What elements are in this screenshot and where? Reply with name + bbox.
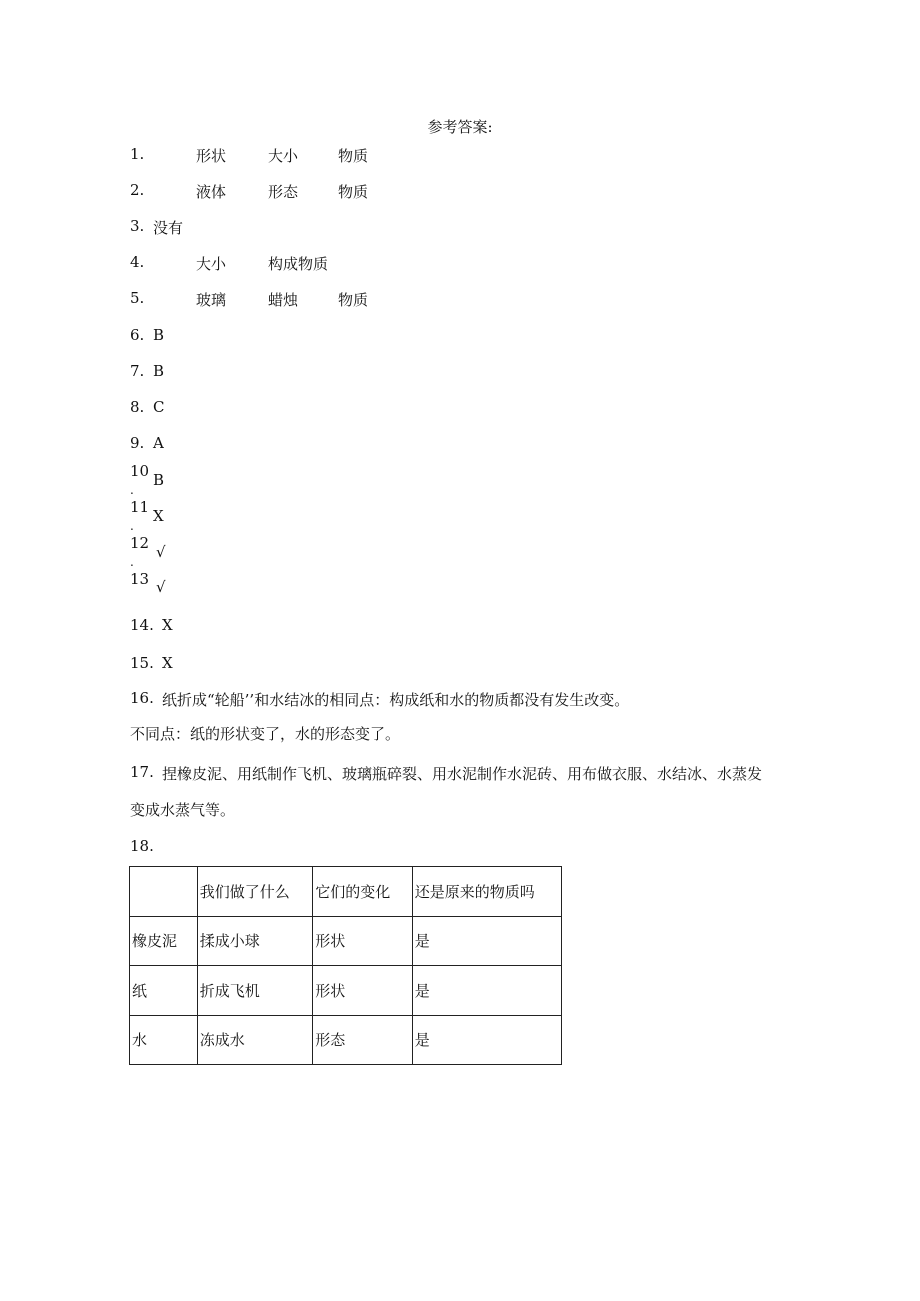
table-header-cell: 我们做了什么 (197, 867, 313, 917)
item-number: 16. (130, 689, 154, 707)
choice-answer: B (153, 362, 165, 380)
item-number-dot: . (130, 519, 134, 533)
item-number: 11 (130, 498, 150, 516)
item-number: 12 (130, 534, 150, 552)
judgment-answer: X (153, 507, 164, 525)
blank-answer: 物质 (338, 147, 369, 165)
blank-answer: 玻璃 (196, 291, 227, 309)
judgment-answer: √ (156, 578, 166, 596)
item-number: 3. (130, 217, 145, 235)
item-number: 17. (130, 763, 154, 781)
answer-text: 没有 (153, 219, 184, 237)
item-number: 18. (130, 837, 154, 855)
table-cell: 形态 (313, 1015, 413, 1065)
judgment-answer: X (162, 654, 173, 672)
item-number: 10 (130, 462, 150, 480)
table-cell: 形状 (313, 916, 413, 966)
choice-answer: C (153, 398, 165, 416)
blank-answer: 构成物质 (268, 255, 329, 273)
table-cell: 冻成水 (197, 1015, 313, 1065)
blank-answer: 大小 (268, 147, 299, 165)
item-number-dot: . (130, 483, 134, 497)
item-number: 14. (130, 616, 154, 634)
item-number: 6. (130, 326, 145, 344)
choice-answer: A (153, 434, 164, 452)
table-cell: 揉成小球 (197, 916, 313, 966)
paragraph-text: 变成水蒸气等。 (130, 801, 236, 819)
blank-answer: 大小 (196, 255, 227, 273)
choice-answer: B (153, 471, 165, 489)
table-row (130, 916, 562, 966)
item-number: 13 (130, 570, 150, 588)
table-header-cell: 还是原来的物质吗 (412, 867, 561, 917)
item-number: 1. (130, 145, 145, 163)
item-number: 9. (130, 434, 145, 452)
item-number: 2. (130, 181, 145, 199)
table-header-row (130, 867, 562, 917)
choice-answer: B (153, 326, 165, 344)
judgment-answer: X (162, 616, 173, 634)
table-row (130, 1015, 562, 1065)
blank-answer: 蜡烛 (268, 291, 299, 309)
table-cell: 形状 (313, 966, 413, 1016)
paragraph-text: 捏橡皮泥、用纸制作飞机、玻璃瓶碎裂、用水泥制作水泥砖、用布做衣服、水结冰、水蒸发 (162, 765, 763, 783)
item-number: 5. (130, 289, 145, 307)
item-number: 7. (130, 362, 145, 380)
item-number: 4. (130, 253, 145, 271)
table-cell: 是 (412, 966, 561, 1016)
blank-answer: 形态 (268, 183, 299, 201)
blank-answer: 形状 (196, 147, 227, 165)
table-cell: 是 (412, 1015, 561, 1065)
paragraph-text: 纸折成“轮船’’和水结冰的相同点：构成纸和水的物质都没有发生改变。 (162, 691, 630, 709)
item-number: 8. (130, 398, 145, 416)
table-row (130, 966, 562, 1016)
judgment-answer: √ (156, 543, 166, 561)
table-header-cell (130, 867, 198, 917)
item-number-dot: . (130, 555, 134, 569)
page-title: 参考答案: (427, 118, 493, 136)
table-cell: 水 (130, 1015, 198, 1065)
item-number: 15. (130, 654, 154, 672)
blank-answer: 物质 (338, 183, 369, 201)
table-cell: 折成飞机 (197, 966, 313, 1016)
table-cell: 橡皮泥 (130, 916, 198, 966)
blank-answer: 液体 (196, 183, 227, 201)
paragraph-text: 不同点：纸的形状变了，水的形态变了。 (130, 725, 401, 743)
table-cell: 纸 (130, 966, 198, 1016)
change-table (129, 866, 562, 1065)
blank-answer: 物质 (338, 291, 369, 309)
table-header-cell: 它们的变化 (313, 867, 413, 917)
table-cell: 是 (412, 916, 561, 966)
